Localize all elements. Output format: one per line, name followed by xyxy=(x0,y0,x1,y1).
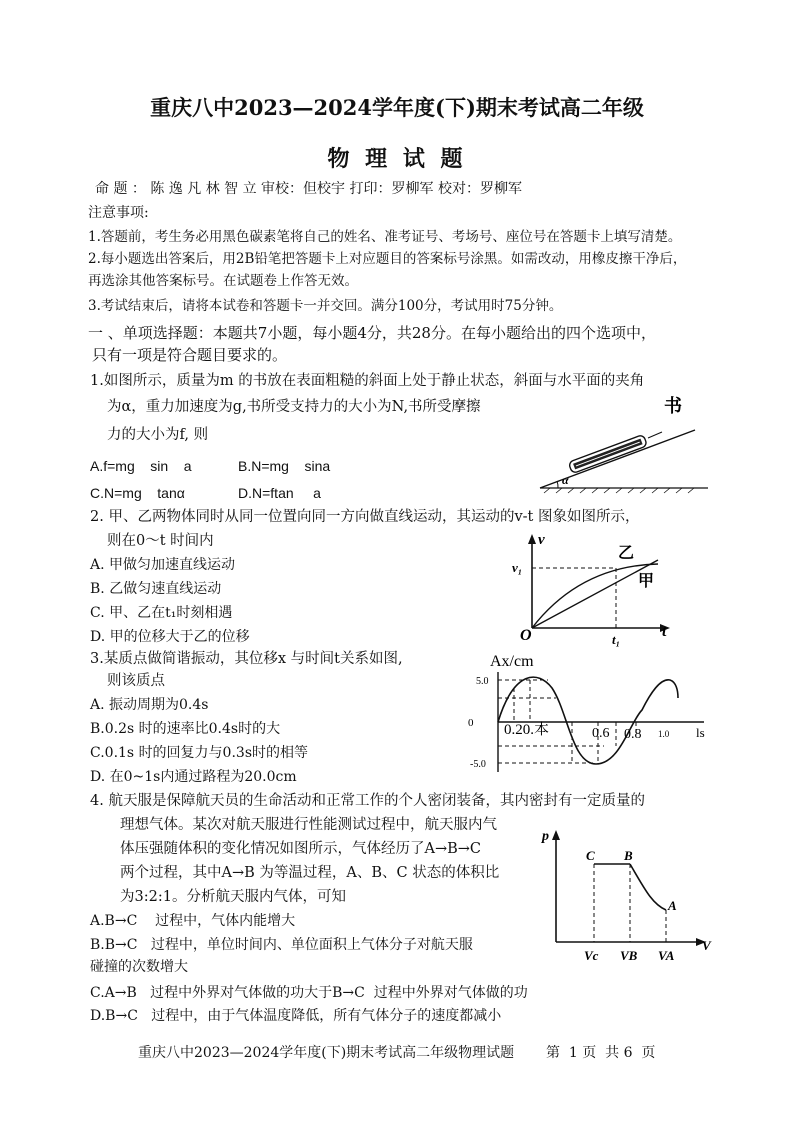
q3-tick-02: 0.20.本 xyxy=(504,722,550,738)
q3-stem-1: 3.某质点做简谐振动，其位移x 与时间t关系如图, xyxy=(90,651,403,667)
q1-option-a: A.f=mg sin a xyxy=(90,458,192,474)
q4-stem-5: 为3:2:1。分析航天服内气体，可知 xyxy=(120,889,346,905)
q1-angle-label: α xyxy=(562,473,569,487)
notice-item-2: 2.每小题选出答案后，用2B铅笔把答题卡上对应题目的答案标号涂黑。如需改动，用橡皮擦干净后， xyxy=(88,251,687,267)
q2-jia-label: 甲 xyxy=(638,573,655,590)
q2-yi-label: 乙 xyxy=(618,545,635,562)
q4-a-label: A xyxy=(668,898,677,913)
notice-item-3: 3.考试结束后，请将本试卷和答题卡一并交回。满分100分，考试用时75分钟。 xyxy=(88,298,563,314)
q4-v-axis-label: V xyxy=(702,938,711,953)
q3-option-b: B.0.2s 时的速率比0.4s时的大 xyxy=(90,721,281,737)
q3-y-zero-label: 0 xyxy=(468,717,474,729)
q1-option-b: B.N=mg sina xyxy=(238,458,331,474)
q3-option-a: A. 振动周期为0.4s xyxy=(90,697,209,713)
q4-option-b: B.B→C 过程中，单位时间内、单位面积上气体分子对航天服 xyxy=(90,937,473,953)
q4-va-label: VA xyxy=(658,948,675,963)
q2-option-d: D. 甲的位移大于乙的位移 xyxy=(90,629,250,645)
q4-stem-4: 两个过程，其中A→B 为等温过程，A、B、C 状态的体积比 xyxy=(120,865,500,881)
q3-sine-curve xyxy=(498,677,678,764)
q2-option-a: A. 甲做匀加速直线运动 xyxy=(90,557,236,573)
q3-tick-08: 0.8 xyxy=(624,727,642,742)
q4-stem-3: 体压强随体积的变化情况如图所示，气体经历了A→B→C xyxy=(120,841,482,857)
q1-stem-3: 力的大小为f, 则 xyxy=(107,427,209,443)
q2-option-b: B. 乙做匀速直线运动 xyxy=(90,581,222,597)
q1-incline-figure xyxy=(530,392,710,494)
exam-title: 重庆八中2023—2024学年度(下)期末考试高二年级 xyxy=(150,95,644,120)
q2-v-axis-label: v xyxy=(538,532,545,548)
q4-curve-ba xyxy=(630,864,666,910)
section-heading: 一 、单项选择题：本题共7小题，每小题4分，共28分。在每小题给出的四个选项中， xyxy=(88,324,656,342)
q3-tick-10: 1.0 xyxy=(658,729,670,739)
q3-stem-2: 则该质点 xyxy=(107,673,165,689)
q4-pv-graph xyxy=(534,824,718,970)
q1-option-d: D.N=ftan a xyxy=(238,485,321,501)
q1-book-label: 书 xyxy=(664,396,682,416)
q2-t-axis-label: t xyxy=(662,623,667,640)
q4-c-label: C xyxy=(586,848,595,863)
staff-line: 命 题 ： 陈 逸 凡 林 智 立 审校：但校宇 打印：罗柳军 校对：罗柳军 xyxy=(95,181,522,197)
footer-text: 重庆八中2023—2024学年度(下)期末考试高二年级物理试题 xyxy=(138,1045,515,1061)
section-heading-cont: 只有一项是符合题目要求的。 xyxy=(92,346,288,364)
q2-stem-1: 2. 甲、乙两物体同时从同一位置向同一方向做直线运动，其运动的v-t 图象如图所示， xyxy=(90,509,640,525)
q4-vb-label: VB xyxy=(620,948,638,963)
q3-xt-graph xyxy=(464,650,710,780)
notice-item-2-cont: 再选涂其他答案标号。在试题卷上作答无效。 xyxy=(88,273,358,289)
q2-t1-label: t₁ xyxy=(612,632,621,647)
q2-stem-2: 则在0～t 时间内 xyxy=(107,533,214,549)
q4-option-c: C.A→B 过程中外界对气体做的功大于B→C 过程中外界对气体做的功 xyxy=(90,985,528,1001)
q4-stem-1: 4. 航天服是保障航天员的生命活动和正常工作的个人密闭装备，其内密封有一定质量的 xyxy=(90,793,645,809)
q4-option-b-cont: 碰撞的次数增大 xyxy=(90,959,188,975)
q4-option-a: A.B→C 过程中，气体内能增大 xyxy=(90,913,296,929)
q3-y-neg-label: -5.0 xyxy=(470,759,486,770)
q4-option-d: D.B→C 过程中，由于气体温度降低，所有气体分子的速度都减小 xyxy=(90,1008,502,1024)
q3-tick-06: 0.6 xyxy=(592,726,610,741)
q1-stem-1: 1.如图所示，质量为m 的书放在表面粗糙的斜面上处于静止状态，斜面与水平面的夹角 xyxy=(90,373,645,389)
q4-stem-2: 理想气体。某次对航天服进行性能测试过程中，航天服内气 xyxy=(120,817,497,833)
notice-item-1: 1.答题前，考生务必用黑色碳素笔将自己的姓名、准考证号、考场号、座位号在答题卡上填写清楚。 xyxy=(88,229,682,245)
q1-option-c: C.N=mg tanα xyxy=(90,485,185,501)
q2-line-yi xyxy=(532,560,658,628)
q2-v1-label: v₁ xyxy=(512,560,523,575)
q1-stem-2: 为α，重力加速度为g,书所受支持力的大小为N,书所受摩擦 xyxy=(107,399,481,415)
paper-subtitle: 物 理 试 题 xyxy=(327,146,467,172)
q3-t-unit-label: ls xyxy=(696,725,705,740)
q3-y-pos-label: 5.0 xyxy=(476,676,489,687)
q3-option-d: D. 在0~1s内通过路程为20.0cm xyxy=(90,769,297,785)
q4-vc-label: Vc xyxy=(584,948,599,963)
q3-option-c: C.0.1s 时的回复力与0.3s时的相等 xyxy=(90,745,309,761)
footer-page-number: 第 1 页 共 6 页 xyxy=(546,1045,656,1061)
q4-p-axis-label: p xyxy=(542,829,549,844)
q2-origin-label: O xyxy=(520,627,532,644)
q2-vt-graph xyxy=(508,530,688,656)
q3-y-axis-label: Ax/cm xyxy=(490,653,534,670)
notice-heading: 注意事项: xyxy=(88,205,149,221)
q4-b-label: B xyxy=(624,848,633,863)
q2-option-c: C. 甲、乙在t₁时刻相遇 xyxy=(90,605,233,621)
